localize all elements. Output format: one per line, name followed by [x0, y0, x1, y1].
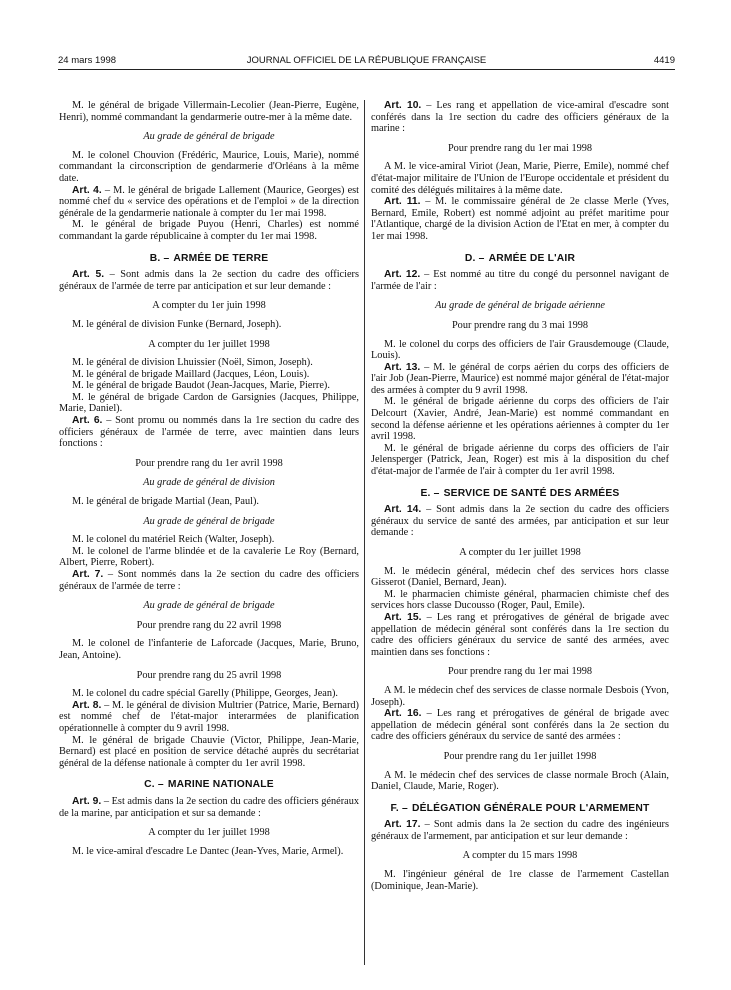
article-paragraph [59, 185, 359, 220]
article-text: M. le commissaire général de 2e classe Merle (Yves, Bernard, Emile, Robert) est nommé adjoint au préfet maritime pour l'Atlantique, chargé de la division Action de l'Etat en mer, à compter du 1er mai 1998. [371, 196, 670, 242]
paragraph: M. le pharmacien chimiste général, pharmacien chimiste chef des services hors classe Ducousso (Roger, Paul, Emile). [371, 588, 669, 612]
paragraph: M. le général de brigade Villermain-Lecolier (Jean-Pierre, Eugène, Henri), nommé commandant la gendarmerie outre-mer à la même date. [59, 100, 359, 123]
grade-heading: Au grade de général de brigade aérienne [435, 300, 605, 312]
article-text: M. le général de brigade Lallement (Maurice, Georges) est nommé chef du « service des opérations et de l'emploi » de la direction générale de la gendarmerie nationale à compter du 1er mai 1998. [59, 184, 360, 219]
article-dash: – [421, 708, 437, 720]
article-dash: – [420, 361, 434, 373]
article-text: Sont nommés dans la 2e section du cadre des officiers généraux de l'armée de terre : [59, 569, 359, 592]
paragraph: M. le général de division Lhuissier (Noël, Simon, Joseph). [72, 357, 313, 369]
grade-heading: Au grade de général de brigade [143, 515, 275, 527]
paragraph: M. le colonel de l'arme blindée et de la cavalerie Le Roy (Bernard, Albert, Pierre, Robert). [59, 545, 359, 569]
article-text: Les rang et prérogatives de général de brigade avec appellation de médecin général sont conférés dans la 2e section du cadre des officiers généraux du service de santé des armées : [371, 708, 669, 743]
article-dash: – [420, 196, 436, 208]
paragraph: M. le général de brigade Chauvie (Victor, Philippe, Jean-Marie, Bernard) est placé en position de service détaché auprès du secrétariat général de la défense nationale à compter du 1er avril 1998. [59, 734, 359, 769]
paragraph: A M. le vice-amiral Viriot (Jean, Marie, Pierre, Emile), nommé chef d'état-major militaire de l'Union de l'Europe occidentale et président du comité des délégués militaires à la même date. [371, 161, 669, 196]
article-dash: – [101, 184, 114, 196]
section-letter: B. – [149, 252, 170, 264]
article-paragraph [371, 612, 669, 658]
date-heading: Pour prendre rang du 1er avril 1998 [135, 457, 283, 469]
paragraph: M. le général de brigade Cardon de Garsignies (Jacques, Philippe, Marie, Daniel). [59, 391, 359, 415]
left-column [59, 100, 359, 857]
paragraph: M. le colonel du matériel Reich (Walter, Joseph). [72, 534, 275, 546]
date-heading: Pour prendre rang du 3 mai 1998 [451, 319, 589, 331]
paragraph: M. le général de brigade Maillard (Jacques, Léon, Louis). [72, 368, 310, 380]
article-dash: – [421, 504, 437, 516]
article-number: Art. 11. [384, 196, 421, 208]
article-paragraph [371, 362, 669, 397]
section-title: ARMÉE DE TERRE [173, 252, 269, 264]
article-paragraph [371, 504, 669, 539]
article-dash: – [104, 269, 121, 281]
article-text: Est admis dans la 2e section du cadre des officiers généraux de la marine, par anticipation et sur sa demande : [59, 795, 359, 819]
date-heading: Pour prendre rang du 1er mai 1998 [447, 666, 593, 678]
section-letter: E. – [420, 487, 440, 499]
paragraph: M. le général de brigade Baudot (Jean-Jacques, Marie, Pierre). [72, 380, 330, 392]
date-heading: Pour prendre rang du 1er juillet 1998 [443, 750, 597, 762]
article-text: Sont admis dans la 2e section du cadre des ingénieurs généraux de l'armement, par anticipation et sur leur demande : [371, 819, 669, 842]
paragraph: M. le colonel du cadre spécial Garelly (Philippe, Georges, Jean). [72, 688, 339, 700]
paragraph: M. le vice-amiral d'escadre Le Dantec (Jean-Yves, Marie, Armel). [72, 845, 344, 857]
paragraph: M. le médecin général, médecin chef des services hors classe Gisserot (Daniel, Bernard, Jean). [371, 565, 669, 589]
paragraph: A M. le médecin chef des services de classe normale Broch (Alain, Daniel, Claude, Marie, Roger). [371, 769, 669, 793]
paragraph: M. le colonel de l'infanterie de Laforcade (Jacques, Marie, Bruno, Jean, Antoine). [59, 638, 359, 661]
section-letter: F. – [390, 802, 408, 814]
article-dash: – [421, 611, 437, 623]
date-heading: Pour prendre rang du 1er mai 1998 [447, 142, 593, 154]
paragraph: M. le général de brigade Puyou (Henri, Charles) est nommé commandant la garde républicaine à compter du 1er mai 1998. [59, 219, 359, 242]
article-paragraph [371, 196, 669, 242]
article-text: Sont admis dans la 2e section du cadre des officiers généraux du service de santé des armées, par anticipation et sur leur demande : [371, 504, 669, 539]
section-heading [371, 803, 669, 815]
paragraph: M. l'ingénieur général de 1re classe de l'armement Castellan (Dominique, Jean-Marie). [371, 869, 669, 892]
date-heading: A compter du 1er juillet 1998 [148, 338, 270, 350]
article-text: Est nommé au titre du congé du personnel navigant de l'armée de l'air : [371, 269, 669, 292]
date-heading: Pour prendre rang du 22 avril 1998 [136, 619, 282, 631]
paragraph: M. le général de brigade aérienne du corps des officiers de l'air Delcourt (Xavier, André, Jean-Marie) est nommé commandant en second la défense aérienne et les opérations aériennes à compter du 1er avril 1998. [371, 396, 669, 443]
article-paragraph [59, 415, 359, 450]
section-title: ARMÉE DE L'AIR [488, 252, 576, 264]
section-letter: C. – [144, 779, 164, 791]
date-heading: A compter du 1er juin 1998 [152, 300, 266, 312]
grade-heading: Au grade de général de brigade [143, 600, 275, 612]
article-text: Les rang et appellation de vice-amiral d'escadre sont conférés dans la 1re section du cadre des officiers généraux de la marine : [371, 100, 669, 135]
section-title: SERVICE DE SANTÉ DES ARMÉES [443, 487, 620, 499]
article-dash: – [101, 699, 112, 711]
article-number: Art. 15. [384, 611, 422, 623]
article-number: Art. 8. [72, 699, 102, 711]
paragraph: M. le général de brigade Martial (Jean, Paul). [72, 496, 259, 508]
article-paragraph [371, 269, 669, 292]
date-heading: A compter du 1er juillet 1998 [459, 547, 581, 558]
article-text: Sont admis dans la 2e section du cadre des officiers généraux de l'armée de terre par anticipation et sur leur demande : [59, 269, 359, 292]
date-heading: A compter du 1er juillet 1998 [148, 827, 270, 839]
section-heading [59, 779, 359, 791]
article-text: Les rang et prérogatives de général de brigade avec appellation de médecin général sont conférés dans la 1re section du cadre des officiers généraux du service de santé des armées, avec maintien dans ses fonctions : [371, 611, 669, 658]
header-rule [58, 69, 675, 70]
article-text: M. le général de corps aérien du corps des officiers de l'air Job (Jean-Pierre, Maurice) est nommé major général de l'état-major des armées à compter du 9 avril 1998. [371, 361, 669, 396]
paragraph: M. le général de brigade aérienne du corps des officiers de l'air Jelensperger (Patrick, Jean, Roger) est mis à la disposition du chef d'état-major de l'armée de l'air à compter du 1er avril 1998. [371, 442, 669, 478]
article-dash: – [420, 269, 434, 281]
article-paragraph [59, 700, 359, 735]
date-heading: Pour prendre rang du 25 avril 1998 [136, 669, 282, 681]
grade-heading: Au grade de général de brigade [143, 131, 275, 143]
date-heading: A compter du 15 mars 1998 [462, 850, 578, 862]
article-number: Art. 12. [384, 269, 421, 281]
section-heading [59, 253, 359, 265]
header-title: JOURNAL OFFICIEL DE LA RÉPUBLIQUE FRANÇAISE [246, 55, 487, 66]
article-number: Art. 9. [72, 795, 102, 807]
paragraph: M. le général de division Funke (Bernard, Joseph). [72, 318, 282, 330]
article-number: Art. 10. [384, 100, 422, 111]
article-text: Sont promu ou nommés dans la 1re section du cadre des officiers généraux de l'armée de terre, avec maintien dans leurs fonctions : [59, 415, 359, 450]
article-paragraph [59, 569, 359, 592]
section-heading [371, 488, 669, 500]
article-dash: – [101, 795, 112, 807]
article-paragraph [371, 100, 669, 135]
article-paragraph [59, 796, 359, 819]
article-number: Art. 16. [384, 708, 422, 720]
page-header [58, 55, 675, 69]
article-number: Art. 4. [72, 184, 102, 196]
article-paragraph [59, 269, 359, 292]
article-paragraph [371, 819, 669, 842]
article-dash: – [103, 569, 118, 580]
paragraph: M. le colonel du corps des officiers de l'air Grausdemouge (Claude, Louis). [371, 338, 669, 362]
article-number: Art. 7. [72, 569, 104, 580]
section-title: MARINE NATIONALE [167, 779, 274, 791]
paragraph: M. le colonel Chouvion (Frédéric, Maurice, Louis, Marie), nommé commandant la circonscription de gendarmerie d'Orléans à la même date. [59, 149, 359, 184]
article-number: Art. 13. [384, 361, 421, 373]
section-title: DÉLÉGATION GÉNÉRALE POUR L'ARMEMENT [411, 802, 650, 814]
article-number: Art. 6. [72, 415, 103, 427]
grade-heading: Au grade de général de division [143, 477, 275, 489]
paragraph: A M. le médecin chef des services de classe normale Desbois (Yvon, Joseph). [371, 684, 669, 708]
page-number: 4419 [653, 55, 675, 66]
article-number: Art. 14. [384, 504, 422, 516]
article-dash: – [102, 415, 116, 427]
article-number: Art. 17. [384, 819, 421, 831]
column-divider [364, 100, 365, 965]
right-column [371, 100, 669, 892]
article-dash: – [420, 819, 434, 831]
header-date: 24 mars 1998 [58, 55, 117, 66]
section-heading [371, 253, 669, 265]
section-letter: D. – [464, 252, 485, 264]
article-dash: – [421, 100, 437, 111]
article-paragraph [371, 708, 669, 743]
article-number: Art. 5. [72, 269, 105, 281]
article-text: M. le général de division Multrier (Patrice, Marie, Bernard) est nommé chef de l'état-major interarmées de planification opérationnelle à compter du 9 avril 1998. [59, 699, 359, 734]
